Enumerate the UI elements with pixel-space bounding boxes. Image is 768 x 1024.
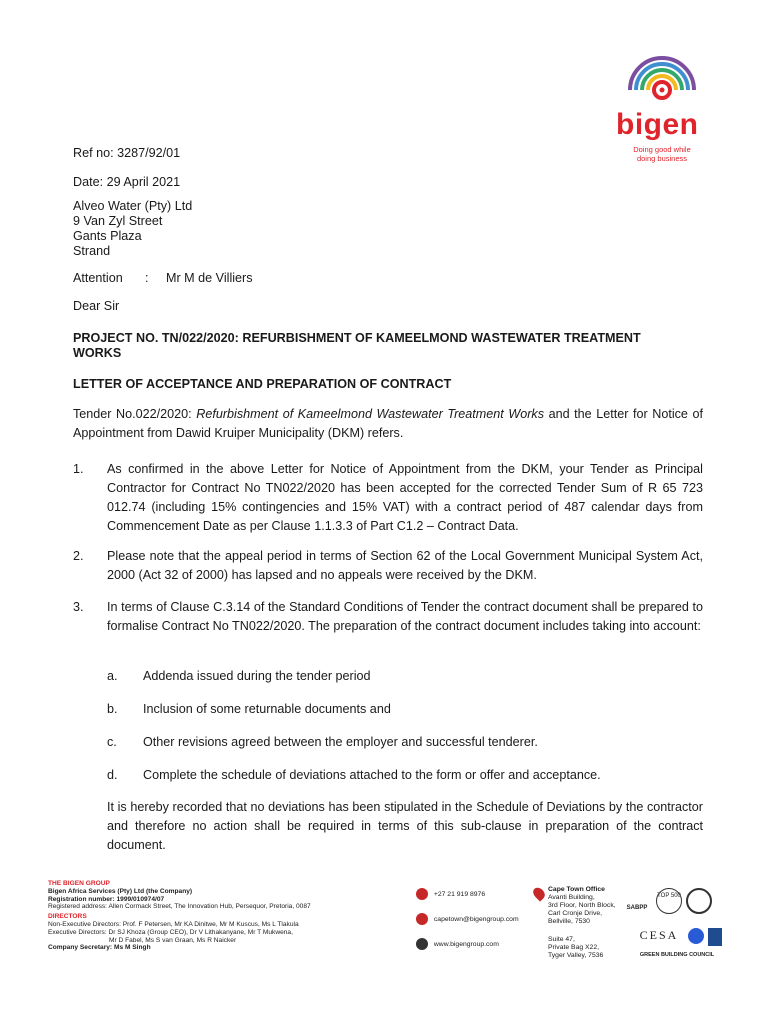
footer-group-name: THE BIGEN GROUP — [48, 880, 110, 887]
footer-phone — [416, 888, 485, 900]
item-number: 1. — [73, 462, 84, 476]
cesa-badge: CESA — [639, 928, 679, 942]
subitem-letter: d. — [107, 768, 118, 782]
footer-office — [548, 886, 616, 960]
project-title-line-1: PROJECT NO. TN/022/2020: REFURBISHMENT OF KAMEELMOND WASTEWATER TREATMENT — [73, 331, 641, 345]
closing-paragraph: It is hereby recorded that no deviations has been stipulated in the Schedule of Deviations by the contractor and therefore no action shall be required in terms of this sub-clause in preparation of the contract document. — [107, 800, 703, 852]
footer-directors-heading: DIRECTORS — [48, 913, 87, 921]
attention-line — [73, 269, 253, 287]
intro-prefix: Tender No.022/2020: — [73, 407, 197, 421]
sabpp-badge: SABPP — [626, 905, 648, 911]
footer-non-exec: Non-Executive Directors: Prof. F Petersen, Mr KA Dinitwe, Mr M Kuscus, Ms L Tlakula — [48, 920, 299, 928]
subitem-letter: a. — [107, 669, 118, 683]
address-line: Strand — [73, 244, 111, 258]
footer-company-info — [48, 880, 398, 952]
email-text: capetown@bigengroup.com — [433, 915, 519, 923]
footer-registration: Registration number: 1999/010974/07 — [48, 895, 165, 903]
office-line: Avanti Building, — [548, 894, 595, 901]
intro-suffix: and the Letter for Notice of Appointment from Dawid Kruiper Municipality (DKM) refers. — [73, 407, 703, 440]
reference-number: Ref no: 3287/92/01 — [73, 146, 181, 160]
letter-heading: LETTER OF ACCEPTANCE AND PREPARATION OF CONTRACT — [73, 377, 452, 391]
bigen-logo — [612, 32, 712, 182]
postal-line: Tyger Valley, 7536 — [548, 952, 604, 959]
fingerprint-icon — [622, 32, 702, 112]
item-number: 2. — [73, 549, 84, 563]
attention-label: Attention — [73, 271, 123, 285]
item-text: As confirmed in the above Letter for Notice of Appointment from the DKM, your Tender as Principal Contractor for Contract No TN022/2020 has been accepted for the corrected Tender Sum of R 65 723 012.74 (including 15% contingencies and 15% VAT) with a contract period of 487 calendar days from Commencement Date as per Clause 1.1.3.3 of Part C1.2 – Contract Data. — [107, 462, 703, 533]
office-heading: Cape Town Office — [548, 886, 605, 893]
logo-wordmark: bigen — [616, 108, 699, 141]
email-icon — [416, 913, 428, 925]
address-line: Gants Plaza — [73, 229, 142, 243]
subitem-text: Addenda issued during the tender period — [143, 669, 371, 683]
location-pin-icon — [531, 885, 547, 901]
office-line: Carl Cronje Drive, — [548, 910, 603, 917]
subitem-text: Other revisions agreed between the employer and successful tenderer. — [143, 735, 538, 749]
subitem-letter: b. — [107, 702, 118, 716]
footer-company: Bigen Africa Services (Pty) Ltd (the Company) — [48, 887, 193, 895]
logo-tagline — [612, 145, 712, 163]
certification-badge-icon — [708, 928, 722, 946]
globe-icon — [416, 938, 428, 950]
postal-line: Private Bag X22, — [548, 944, 600, 951]
project-title-line-2: WORKS — [73, 346, 122, 360]
green-building-council-badge: GREEN BUILDING COUNCIL — [639, 952, 715, 958]
address-line: 9 Van Zyl Street — [73, 214, 163, 228]
address-line: Alveo Water (Pty) Ltd — [73, 199, 193, 213]
attention-value: Mr M de Villiers — [166, 271, 253, 285]
item-number: 3. — [73, 600, 84, 614]
subitem-text: Inclusion of some returnable documents and — [143, 702, 391, 716]
subitem-letter: c. — [107, 735, 117, 749]
footer-secretary: Company Secretary: Ms M Singh — [48, 944, 151, 952]
attention-separator: : — [145, 271, 149, 285]
intro-paragraph — [73, 405, 703, 443]
item-text: Please note that the appeal period in terms of Section 62 of the Local Government Municipal System Act, 2000 (Act 32 of 2000) has lapsed and no appeals were received by the DKM. — [107, 549, 703, 582]
phone-icon — [416, 888, 428, 900]
footer-web — [416, 938, 499, 950]
tagline-line-1: Doing good while — [633, 145, 691, 154]
item-text: In terms of Clause C.3.14 of the Standard Conditions of Tender the contract document shall be prepared to formalise Contract No TN022/2020. The preparation of the contract document includes taking into account: — [107, 600, 703, 633]
salutation: Dear Sir — [73, 299, 120, 313]
footer-exec-2: Mr D Fabel, Ms S van Graan, Ms R Naicker — [109, 936, 237, 944]
postal-line: Suite 47, — [548, 936, 575, 943]
office-line: Bellville, 7530 — [548, 918, 590, 925]
office-line: 3rd Floor, North Block, — [548, 902, 616, 909]
globe-badge-icon — [686, 888, 712, 914]
recipient-address — [73, 199, 192, 259]
project-title — [73, 329, 693, 362]
footer-reg-address: Registered address: Allen Cormack Street, The Innovation Hub, Persequor, Pretoria, 0087 — [48, 903, 311, 911]
top500-badge: TOP 500 — [656, 888, 682, 914]
phone-text: +27 21 919 8976 — [433, 890, 486, 898]
footer-email — [416, 913, 519, 925]
letter-date: Date: 29 April 2021 — [73, 175, 181, 189]
tagline-line-2: doing business — [636, 154, 688, 163]
intro-italic: Refurbishment of Kameelmond Wastewater Treatment Works — [196, 407, 545, 421]
level-badge-icon — [688, 928, 704, 944]
footer-exec: Executive Directors: Dr SJ Khoza (Group CEO), Dr V Lithakanyane, Mr T Mukwena, — [48, 928, 293, 936]
subitem-text: Complete the schedule of deviations attached to the form or offer and acceptance. — [143, 768, 601, 782]
web-text: www.bigengroup.com — [433, 940, 499, 948]
